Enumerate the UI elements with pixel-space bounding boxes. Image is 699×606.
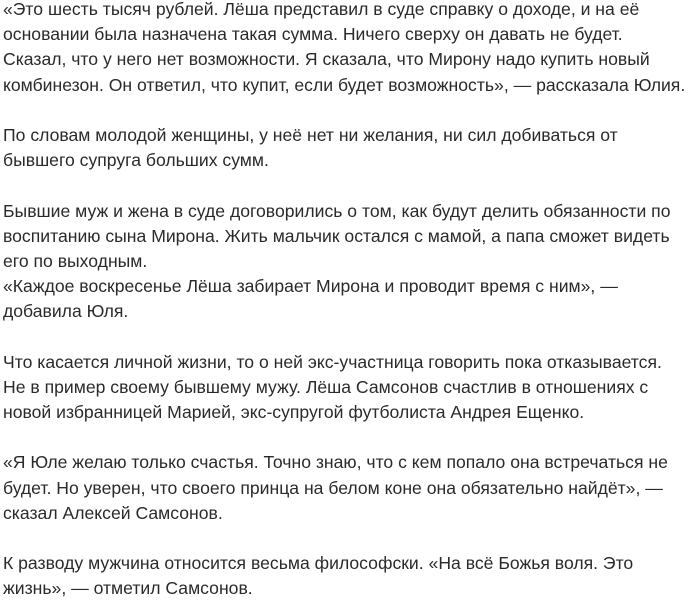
text-line: Сказал, что у него нет возможности. Я сказала, что Мирону надо купить новый bbox=[3, 49, 650, 70]
text-line: «Каждое воскресенье Лёша забирает Мирона и проводит время с ним», — bbox=[3, 276, 618, 297]
text-line: Что касается личной жизни, то о ней экс-участница говорить пока отказывается. bbox=[3, 351, 662, 372]
text-line: Не в пример своему бывшему мужу. Лёша Самсонов счастлив в отношениях с bbox=[3, 376, 649, 397]
paragraph-spacer bbox=[3, 324, 699, 349]
text-line: основании была назначена такая сумма. Ничего сверху он давать не будет. bbox=[3, 24, 623, 45]
paragraph-personal-life bbox=[3, 350, 699, 426]
paragraph-spacer bbox=[3, 425, 699, 450]
text-line: воспитанию сына Мирона. Жить мальчик остался с мамой, а папа сможет видеть bbox=[3, 225, 670, 246]
paragraph-alimony-quote bbox=[3, 0, 699, 98]
text-line: жизнь», — отметил Самсонов. bbox=[3, 578, 253, 599]
text-line: добавила Юля. bbox=[3, 301, 129, 322]
paragraph-custody bbox=[3, 199, 699, 325]
text-line: По словам молодой женщины, у неё нет ни желания, ни сил добиваться от bbox=[3, 124, 618, 145]
paragraph-spacer bbox=[3, 526, 699, 551]
text-line: новой избранницей Марией, экс-супругой футболиста Андрея Ещенко. bbox=[3, 402, 585, 422]
text-line: «Я Юле желаю только счастья. Точно знаю, что с кем попало она встречаться не bbox=[3, 452, 668, 473]
text-line: К разводу мужчина относится весьма философски. «На всё Божья воля. Это bbox=[3, 553, 634, 574]
paragraph-spacer bbox=[3, 98, 699, 123]
paragraph-spacer bbox=[3, 173, 699, 198]
paragraph-samsonov-quote bbox=[3, 450, 699, 526]
text-line: его по выходным. bbox=[3, 250, 148, 271]
paragraph-divorce-attitude bbox=[3, 551, 699, 601]
paragraph-no-desire bbox=[3, 123, 699, 173]
text-line: Бывшие муж и жена в суде договорились о том, как будут делить обязанности по bbox=[3, 200, 671, 221]
text-line: бывшего супруга больших сумм. bbox=[3, 150, 269, 171]
text-line: сказал Алексей Самсонов. bbox=[3, 502, 223, 523]
text-line: будет. Но уверен, что своего принца на белом коне она обязательно найдёт», — bbox=[3, 477, 663, 498]
text-line: «Это шесть тысяч рублей. Лёша представил в суде справку о доходе, и на её bbox=[3, 0, 640, 19]
text-line: комбинезон. Он ответил, что купит, если будет возможность», — рассказала Юлия. bbox=[3, 74, 686, 95]
